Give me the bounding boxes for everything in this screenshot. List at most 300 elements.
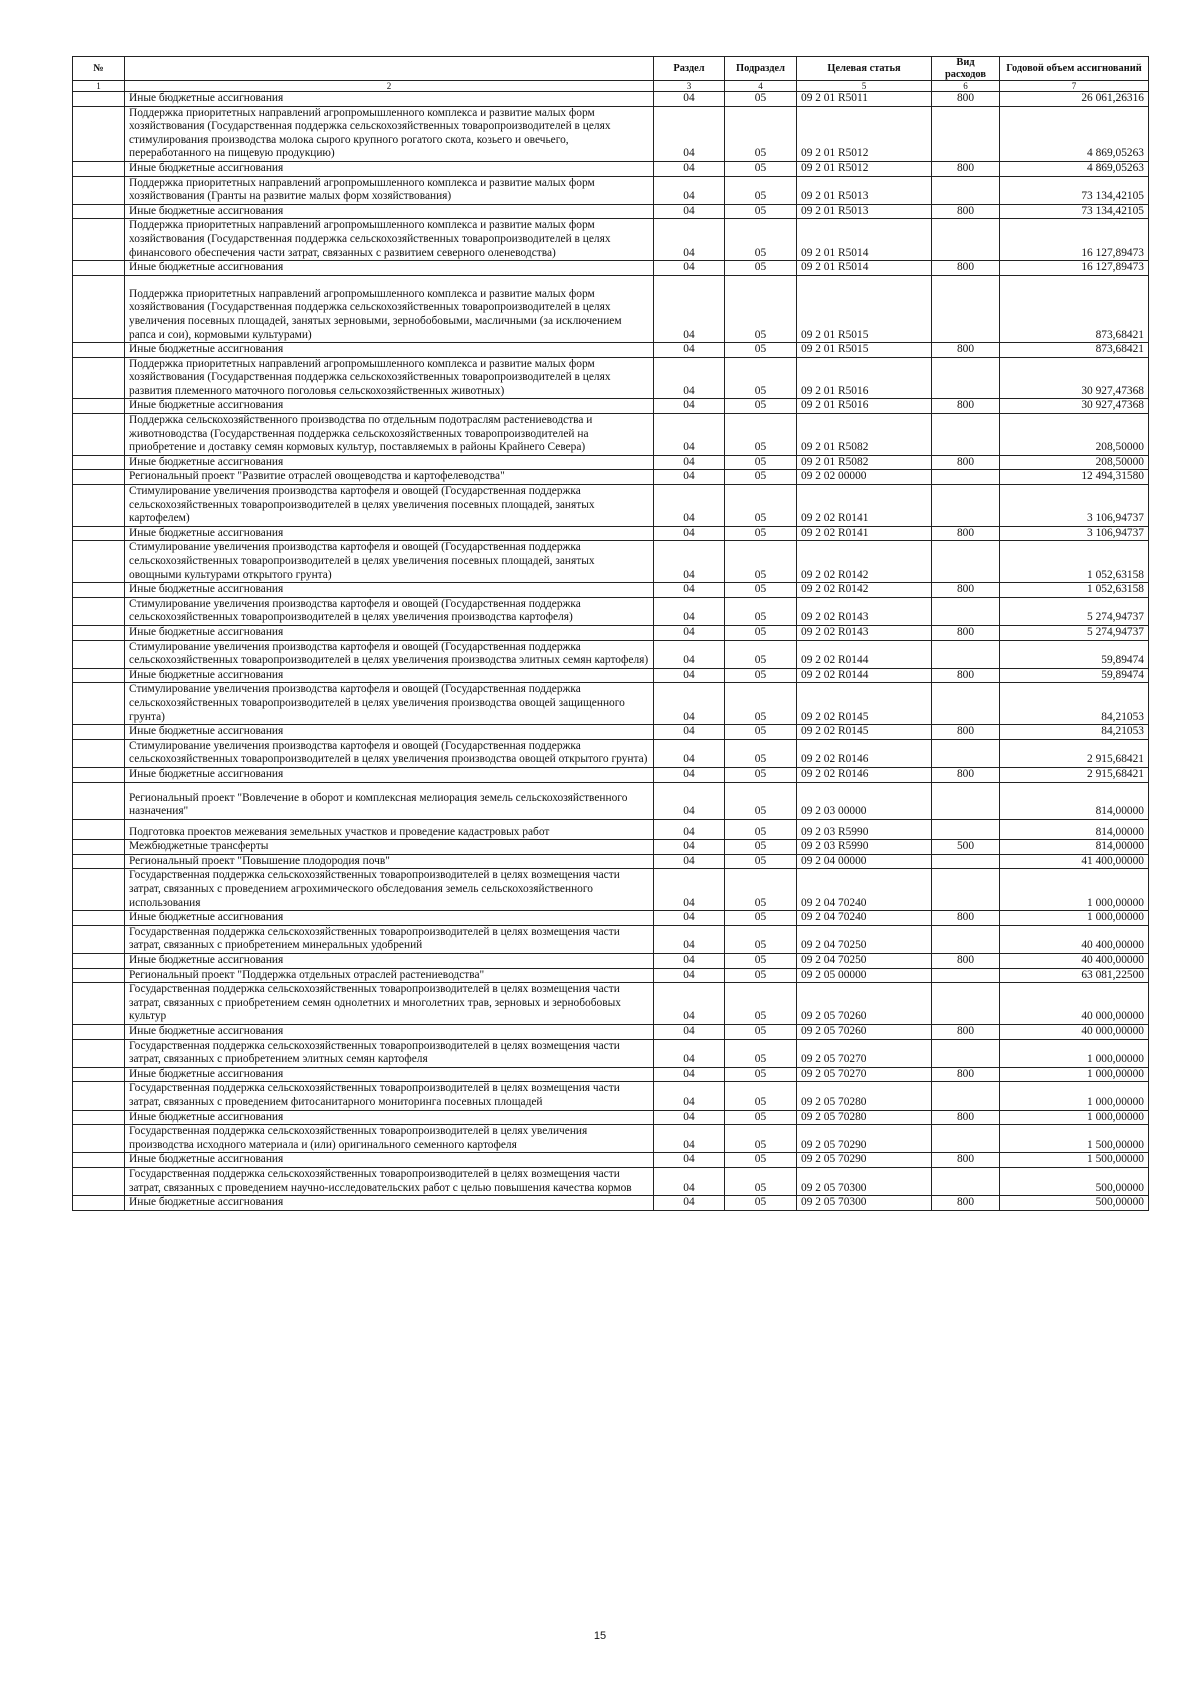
- razdel-cell: 04: [654, 106, 725, 161]
- row-number-cell: [73, 92, 125, 107]
- table-row: [73, 668, 1149, 683]
- target-article-cell: 09 2 01 R5014: [797, 219, 932, 261]
- annual-amount-cell: 40 000,00000: [1000, 983, 1149, 1025]
- row-number-cell: [73, 840, 125, 855]
- razdel-cell: 04: [654, 161, 725, 176]
- item-name-cell: Иные бюджетные ассигнования: [125, 725, 654, 740]
- target-article-cell: 09 2 04 70250: [797, 954, 932, 969]
- item-name-cell: Иные бюджетные ассигнования: [125, 343, 654, 358]
- target-article-cell: 09 2 02 R0141: [797, 526, 932, 541]
- table-row: [73, 526, 1149, 541]
- row-number-cell: [73, 683, 125, 725]
- expense-type-cell: [932, 782, 1000, 819]
- razdel-cell: 04: [654, 470, 725, 485]
- row-number-cell: [73, 968, 125, 983]
- row-number-cell: [73, 176, 125, 204]
- expense-type-cell: [932, 485, 1000, 527]
- header-name: [125, 57, 654, 81]
- annual-amount-cell: 84,21053: [1000, 725, 1149, 740]
- razdel-cell: 04: [654, 869, 725, 911]
- item-name-cell: Региональный проект "Поддержка отдельных отраслей растениеводства": [125, 968, 654, 983]
- annual-amount-cell: 1 000,00000: [1000, 1082, 1149, 1110]
- item-name-cell: Региональный проект "Вовлечение в оборот и комплексная мелиорация земель сельскохозяйственного назначения": [125, 782, 654, 819]
- razdel-cell: 04: [654, 1039, 725, 1067]
- column-number: 2: [125, 81, 654, 92]
- item-name-cell: Иные бюджетные ассигнования: [125, 261, 654, 276]
- expense-type-cell: 800: [932, 343, 1000, 358]
- target-article-cell: 09 2 05 70300: [797, 1167, 932, 1195]
- expense-type-cell: [932, 219, 1000, 261]
- annual-amount-cell: 5 274,94737: [1000, 625, 1149, 640]
- item-name-cell: Иные бюджетные ассигнования: [125, 455, 654, 470]
- header-row: [73, 57, 1149, 81]
- podrazdel-cell: 05: [725, 683, 797, 725]
- item-name-cell: Межбюджетные трансферты: [125, 840, 654, 855]
- podrazdel-cell: 05: [725, 840, 797, 855]
- razdel-cell: 04: [654, 911, 725, 926]
- target-article-cell: 09 2 02 R0145: [797, 725, 932, 740]
- table-row: [73, 275, 1149, 342]
- target-article-cell: 09 2 02 R0143: [797, 625, 932, 640]
- row-number-cell: [73, 455, 125, 470]
- target-article-cell: 09 2 05 70290: [797, 1125, 932, 1153]
- row-number-cell: [73, 954, 125, 969]
- expense-type-cell: [932, 983, 1000, 1025]
- razdel-cell: 04: [654, 1167, 725, 1195]
- table-row: [73, 782, 1149, 819]
- podrazdel-cell: 05: [725, 526, 797, 541]
- table-row: [73, 1082, 1149, 1110]
- expense-type-cell: [932, 739, 1000, 767]
- item-name-cell: Иные бюджетные ассигнования: [125, 583, 654, 598]
- podrazdel-cell: 05: [725, 640, 797, 668]
- podrazdel-cell: 05: [725, 204, 797, 219]
- row-number-cell: [73, 767, 125, 782]
- target-article-cell: 09 2 05 70280: [797, 1082, 932, 1110]
- table-row: [73, 725, 1149, 740]
- target-article-cell: 09 2 02 R0142: [797, 583, 932, 598]
- razdel-cell: 04: [654, 840, 725, 855]
- item-name-cell: Региональный проект "Развитие отраслей овощеводства и картофелеводства": [125, 470, 654, 485]
- podrazdel-cell: 05: [725, 869, 797, 911]
- expense-type-cell: 800: [932, 1196, 1000, 1211]
- expense-type-cell: [932, 683, 1000, 725]
- item-name-cell: Иные бюджетные ассигнования: [125, 1153, 654, 1168]
- podrazdel-cell: 05: [725, 819, 797, 840]
- target-article-cell: 09 2 04 70250: [797, 925, 932, 953]
- expense-type-cell: [932, 275, 1000, 342]
- annual-amount-cell: 1 000,00000: [1000, 1039, 1149, 1067]
- row-number-cell: [73, 583, 125, 598]
- expense-type-cell: 800: [932, 767, 1000, 782]
- target-article-cell: 09 2 05 70290: [797, 1153, 932, 1168]
- table-row: [73, 261, 1149, 276]
- row-number-cell: [73, 782, 125, 819]
- annual-amount-cell: 59,89474: [1000, 668, 1149, 683]
- row-number-cell: [73, 925, 125, 953]
- item-name-cell: Государственная поддержка сельскохозяйственных товаропроизводителей в целях возмещения части затрат, связанных с проведением научно-исследовательских работ с целью повышения качества кормов: [125, 1167, 654, 1195]
- annual-amount-cell: 3 106,94737: [1000, 526, 1149, 541]
- table-row: [73, 1196, 1149, 1211]
- razdel-cell: 04: [654, 782, 725, 819]
- expense-type-cell: 800: [932, 526, 1000, 541]
- row-number-cell: [73, 739, 125, 767]
- item-name-cell: Государственная поддержка сельскохозяйственных товаропроизводителей в целях возмещения части затрат, связанных с проведением агрохимического обследования земель сельскохозяйственного использования: [125, 869, 654, 911]
- podrazdel-cell: 05: [725, 1067, 797, 1082]
- razdel-cell: 04: [654, 1082, 725, 1110]
- row-number-cell: [73, 869, 125, 911]
- podrazdel-cell: 05: [725, 968, 797, 983]
- row-number-cell: [73, 1110, 125, 1125]
- item-name-cell: Иные бюджетные ассигнования: [125, 92, 654, 107]
- item-name-cell: Иные бюджетные ассигнования: [125, 204, 654, 219]
- expense-type-cell: 800: [932, 1110, 1000, 1125]
- podrazdel-cell: 05: [725, 854, 797, 869]
- target-article-cell: 09 2 01 R5082: [797, 414, 932, 456]
- row-number-cell: [73, 1167, 125, 1195]
- table-row: [73, 470, 1149, 485]
- podrazdel-cell: 05: [725, 541, 797, 583]
- podrazdel-cell: 05: [725, 739, 797, 767]
- item-name-cell: Стимулирование увеличения производства картофеля и овощей (Государственная поддержка сельскохозяйственных товаропроизводителей в целях увеличения посевных площадей, занятых картофелем): [125, 485, 654, 527]
- table-row: [73, 1125, 1149, 1153]
- expense-type-cell: [932, 414, 1000, 456]
- annual-amount-cell: 814,00000: [1000, 782, 1149, 819]
- annual-amount-cell: 40 400,00000: [1000, 925, 1149, 953]
- target-article-cell: 09 2 05 70270: [797, 1067, 932, 1082]
- razdel-cell: 04: [654, 597, 725, 625]
- razdel-cell: 04: [654, 1025, 725, 1040]
- row-number-cell: [73, 106, 125, 161]
- row-number-cell: [73, 219, 125, 261]
- row-number-cell: [73, 161, 125, 176]
- annual-amount-cell: 3 106,94737: [1000, 485, 1149, 527]
- expense-type-cell: 800: [932, 204, 1000, 219]
- annual-amount-cell: 30 927,47368: [1000, 399, 1149, 414]
- annual-amount-cell: 814,00000: [1000, 819, 1149, 840]
- annual-amount-cell: 5 274,94737: [1000, 597, 1149, 625]
- podrazdel-cell: 05: [725, 583, 797, 598]
- table-row: [73, 1167, 1149, 1195]
- item-name-cell: Иные бюджетные ассигнования: [125, 668, 654, 683]
- table-row: [73, 869, 1149, 911]
- expense-type-cell: [932, 968, 1000, 983]
- podrazdel-cell: 05: [725, 399, 797, 414]
- annual-amount-cell: 4 869,05263: [1000, 161, 1149, 176]
- expense-type-cell: [932, 1082, 1000, 1110]
- podrazdel-cell: 05: [725, 983, 797, 1025]
- razdel-cell: 04: [654, 275, 725, 342]
- razdel-cell: 04: [654, 983, 725, 1025]
- target-article-cell: 09 2 01 R5082: [797, 455, 932, 470]
- expense-type-cell: 800: [932, 625, 1000, 640]
- row-number-cell: [73, 470, 125, 485]
- podrazdel-cell: 05: [725, 1167, 797, 1195]
- podrazdel-cell: 05: [725, 92, 797, 107]
- razdel-cell: 04: [654, 261, 725, 276]
- expense-type-cell: 800: [932, 954, 1000, 969]
- row-number-cell: [73, 854, 125, 869]
- annual-amount-cell: 500,00000: [1000, 1196, 1149, 1211]
- podrazdel-cell: 05: [725, 954, 797, 969]
- row-number-cell: [73, 275, 125, 342]
- podrazdel-cell: 05: [725, 597, 797, 625]
- podrazdel-cell: 05: [725, 414, 797, 456]
- podrazdel-cell: 05: [725, 176, 797, 204]
- podrazdel-cell: 05: [725, 455, 797, 470]
- podrazdel-cell: 05: [725, 1196, 797, 1211]
- expense-type-cell: 800: [932, 725, 1000, 740]
- row-number-cell: [73, 485, 125, 527]
- razdel-cell: 04: [654, 357, 725, 399]
- expense-type-cell: 800: [932, 668, 1000, 683]
- item-name-cell: Иные бюджетные ассигнования: [125, 1025, 654, 1040]
- target-article-cell: 09 2 03 00000: [797, 782, 932, 819]
- item-name-cell: Иные бюджетные ассигнования: [125, 911, 654, 926]
- row-number-cell: [73, 911, 125, 926]
- row-number-cell: [73, 261, 125, 276]
- row-number-cell: [73, 357, 125, 399]
- razdel-cell: 04: [654, 925, 725, 953]
- table-row: [73, 485, 1149, 527]
- expense-type-cell: [932, 597, 1000, 625]
- podrazdel-cell: 05: [725, 625, 797, 640]
- razdel-cell: 04: [654, 583, 725, 598]
- item-name-cell: Иные бюджетные ассигнования: [125, 767, 654, 782]
- target-article-cell: 09 2 01 R5015: [797, 343, 932, 358]
- razdel-cell: 04: [654, 1067, 725, 1082]
- table-row: [73, 640, 1149, 668]
- table-row: [73, 739, 1149, 767]
- expense-type-cell: 800: [932, 911, 1000, 926]
- item-name-cell: Региональный проект "Повышение плодородия почв": [125, 854, 654, 869]
- budget-sheet: [72, 56, 1148, 1211]
- table-row: [73, 1110, 1149, 1125]
- razdel-cell: 04: [654, 819, 725, 840]
- target-article-cell: 09 2 02 R0144: [797, 640, 932, 668]
- annual-amount-cell: 1 500,00000: [1000, 1125, 1149, 1153]
- razdel-cell: 04: [654, 176, 725, 204]
- table-row: [73, 683, 1149, 725]
- annual-amount-cell: 2 915,68421: [1000, 739, 1149, 767]
- row-number-cell: [73, 819, 125, 840]
- row-number-cell: [73, 526, 125, 541]
- expense-type-cell: [932, 640, 1000, 668]
- target-article-cell: 09 2 04 00000: [797, 854, 932, 869]
- target-article-cell: 09 2 03 R5990: [797, 840, 932, 855]
- header-no: №: [73, 57, 125, 81]
- annual-amount-cell: 208,50000: [1000, 455, 1149, 470]
- razdel-cell: 04: [654, 767, 725, 782]
- razdel-cell: 04: [654, 92, 725, 107]
- expense-type-cell: 800: [932, 92, 1000, 107]
- target-article-cell: 09 2 01 R5016: [797, 357, 932, 399]
- row-number-cell: [73, 1039, 125, 1067]
- table-row: [73, 399, 1149, 414]
- column-number: 4: [725, 81, 797, 92]
- item-name-cell: Государственная поддержка сельскохозяйственных товаропроизводителей в целях возмещения части затрат, связанных с приобретением элитных семян картофеля: [125, 1039, 654, 1067]
- target-article-cell: 09 2 05 70260: [797, 1025, 932, 1040]
- annual-amount-cell: 1 500,00000: [1000, 1153, 1149, 1168]
- razdel-cell: 04: [654, 1125, 725, 1153]
- row-number-cell: [73, 625, 125, 640]
- row-number-cell: [73, 1025, 125, 1040]
- expense-type-cell: [932, 176, 1000, 204]
- razdel-cell: 04: [654, 219, 725, 261]
- expense-type-cell: 800: [932, 1067, 1000, 1082]
- item-name-cell: Подготовка проектов межевания земельных участков и проведение кадастровых работ: [125, 819, 654, 840]
- podrazdel-cell: 05: [725, 782, 797, 819]
- podrazdel-cell: 05: [725, 911, 797, 926]
- expense-type-cell: 500: [932, 840, 1000, 855]
- table-row: [73, 343, 1149, 358]
- podrazdel-cell: 05: [725, 1110, 797, 1125]
- table-row: [73, 414, 1149, 456]
- target-article-cell: 09 2 01 R5012: [797, 106, 932, 161]
- header-razdel: Раздел: [654, 57, 725, 81]
- row-number-cell: [73, 1125, 125, 1153]
- table-row: [73, 854, 1149, 869]
- item-name-cell: Стимулирование увеличения производства картофеля и овощей (Государственная поддержка сельскохозяйственных товаропроизводителей в целях увеличения производства овощей защищенного грунта): [125, 683, 654, 725]
- table-row: [73, 968, 1149, 983]
- annual-amount-cell: 814,00000: [1000, 840, 1149, 855]
- table-row: [73, 1153, 1149, 1168]
- expense-type-cell: [932, 470, 1000, 485]
- annual-amount-cell: 16 127,89473: [1000, 219, 1149, 261]
- annual-amount-cell: 63 081,22500: [1000, 968, 1149, 983]
- expense-type-cell: 800: [932, 583, 1000, 598]
- podrazdel-cell: 05: [725, 261, 797, 276]
- budget-table: [72, 56, 1149, 1211]
- podrazdel-cell: 05: [725, 1125, 797, 1153]
- item-name-cell: Стимулирование увеличения производства картофеля и овощей (Государственная поддержка сельскохозяйственных товаропроизводителей в целях увеличения производства картофеля): [125, 597, 654, 625]
- target-article-cell: 09 2 04 70240: [797, 869, 932, 911]
- annual-amount-cell: 4 869,05263: [1000, 106, 1149, 161]
- row-number-cell: [73, 640, 125, 668]
- expense-type-cell: 800: [932, 399, 1000, 414]
- column-number: 7: [1000, 81, 1149, 92]
- item-name-cell: Иные бюджетные ассигнования: [125, 625, 654, 640]
- table-row: [73, 161, 1149, 176]
- table-row: [73, 840, 1149, 855]
- annual-amount-cell: 1 000,00000: [1000, 1067, 1149, 1082]
- razdel-cell: 04: [654, 854, 725, 869]
- row-number-cell: [73, 1067, 125, 1082]
- podrazdel-cell: 05: [725, 161, 797, 176]
- item-name-cell: Иные бюджетные ассигнования: [125, 399, 654, 414]
- table-row: [73, 1067, 1149, 1082]
- target-article-cell: 09 2 02 00000: [797, 470, 932, 485]
- expense-type-cell: [932, 819, 1000, 840]
- column-number: 5: [797, 81, 932, 92]
- item-name-cell: Поддержка приоритетных направлений агропромышленного комплекса и развитие малых форм хозяйствования (Государственная поддержка сельскохозяйственных товаропроизводителей в целях увеличения посевных площадей, занятых зерновыми, зернобобовыми, масличными (за исключением рапса и сои), кормовыми культурами): [125, 275, 654, 342]
- podrazdel-cell: 05: [725, 343, 797, 358]
- item-name-cell: Иные бюджетные ассигнования: [125, 161, 654, 176]
- table-row: [73, 954, 1149, 969]
- expense-type-cell: 800: [932, 261, 1000, 276]
- table-row: [73, 219, 1149, 261]
- expense-type-cell: 800: [932, 1025, 1000, 1040]
- row-number-cell: [73, 983, 125, 1025]
- razdel-cell: 04: [654, 640, 725, 668]
- podrazdel-cell: 05: [725, 925, 797, 953]
- row-number-cell: [73, 1082, 125, 1110]
- column-number: 6: [932, 81, 1000, 92]
- razdel-cell: 04: [654, 954, 725, 969]
- annual-amount-cell: 41 400,00000: [1000, 854, 1149, 869]
- column-number-row: [73, 81, 1149, 92]
- target-article-cell: 09 2 01 R5014: [797, 261, 932, 276]
- razdel-cell: 04: [654, 725, 725, 740]
- target-article-cell: 09 2 02 R0142: [797, 541, 932, 583]
- podrazdel-cell: 05: [725, 1025, 797, 1040]
- row-number-cell: [73, 725, 125, 740]
- razdel-cell: 04: [654, 1110, 725, 1125]
- podrazdel-cell: 05: [725, 1082, 797, 1110]
- target-article-cell: 09 2 02 R0144: [797, 668, 932, 683]
- podrazdel-cell: 05: [725, 668, 797, 683]
- table-row: [73, 625, 1149, 640]
- table-row: [73, 541, 1149, 583]
- item-name-cell: Государственная поддержка сельскохозяйственных товаропроизводителей в целях возмещения части затрат, связанных с приобретением семян однолетних и многолетних трав, зерновых и зернобобовых культур: [125, 983, 654, 1025]
- target-article-cell: 09 2 01 R5012: [797, 161, 932, 176]
- table-row: [73, 597, 1149, 625]
- row-number-cell: [73, 204, 125, 219]
- annual-amount-cell: 2 915,68421: [1000, 767, 1149, 782]
- podrazdel-cell: 05: [725, 1153, 797, 1168]
- target-article-cell: 09 2 01 R5011: [797, 92, 932, 107]
- item-name-cell: Стимулирование увеличения производства картофеля и овощей (Государственная поддержка сельскохозяйственных товаропроизводителей в целях увеличения производства элитных семян картофеля): [125, 640, 654, 668]
- annual-amount-cell: 208,50000: [1000, 414, 1149, 456]
- expense-type-cell: [932, 869, 1000, 911]
- annual-amount-cell: 873,68421: [1000, 275, 1149, 342]
- row-number-cell: [73, 399, 125, 414]
- annual-amount-cell: 16 127,89473: [1000, 261, 1149, 276]
- target-article-cell: 09 2 02 R0146: [797, 767, 932, 782]
- table-row: [73, 583, 1149, 598]
- item-name-cell: Стимулирование увеличения производства картофеля и овощей (Государственная поддержка сельскохозяйственных товаропроизводителей в целях увеличения посевных площадей, занятых овощными культурами открытого грунта): [125, 541, 654, 583]
- podrazdel-cell: 05: [725, 470, 797, 485]
- target-article-cell: 09 2 02 R0143: [797, 597, 932, 625]
- razdel-cell: 04: [654, 668, 725, 683]
- razdel-cell: 04: [654, 541, 725, 583]
- podrazdel-cell: 05: [725, 485, 797, 527]
- item-name-cell: Иные бюджетные ассигнования: [125, 1067, 654, 1082]
- expense-type-cell: [932, 357, 1000, 399]
- target-article-cell: 09 2 01 R5015: [797, 275, 932, 342]
- item-name-cell: Государственная поддержка сельскохозяйственных товаропроизводителей в целях возмещения части затрат, связанных с проведением фитосанитарного мониторинга посевных площадей: [125, 1082, 654, 1110]
- item-name-cell: Поддержка сельскохозяйственного производства по отдельным подотраслям растениеводства и животноводства (Государственная поддержка сельскохозяйственных товаропроизводителей на приобретение и доставку семян кормовых культур, поставляемых в районы Крайнего Севера): [125, 414, 654, 456]
- annual-amount-cell: 1 052,63158: [1000, 583, 1149, 598]
- razdel-cell: 04: [654, 968, 725, 983]
- razdel-cell: 04: [654, 399, 725, 414]
- table-row: [73, 983, 1149, 1025]
- expense-type-cell: 800: [932, 1153, 1000, 1168]
- table-row: [73, 767, 1149, 782]
- page-number: 15: [593, 1630, 607, 1642]
- table-row: [73, 106, 1149, 161]
- annual-amount-cell: 500,00000: [1000, 1167, 1149, 1195]
- annual-amount-cell: 12 494,31580: [1000, 470, 1149, 485]
- row-number-cell: [73, 541, 125, 583]
- row-number-cell: [73, 1196, 125, 1211]
- annual-amount-cell: 73 134,42105: [1000, 176, 1149, 204]
- table-body: [73, 92, 1149, 1211]
- annual-amount-cell: 30 927,47368: [1000, 357, 1149, 399]
- column-number: 3: [654, 81, 725, 92]
- row-number-cell: [73, 343, 125, 358]
- item-name-cell: Иные бюджетные ассигнования: [125, 1196, 654, 1211]
